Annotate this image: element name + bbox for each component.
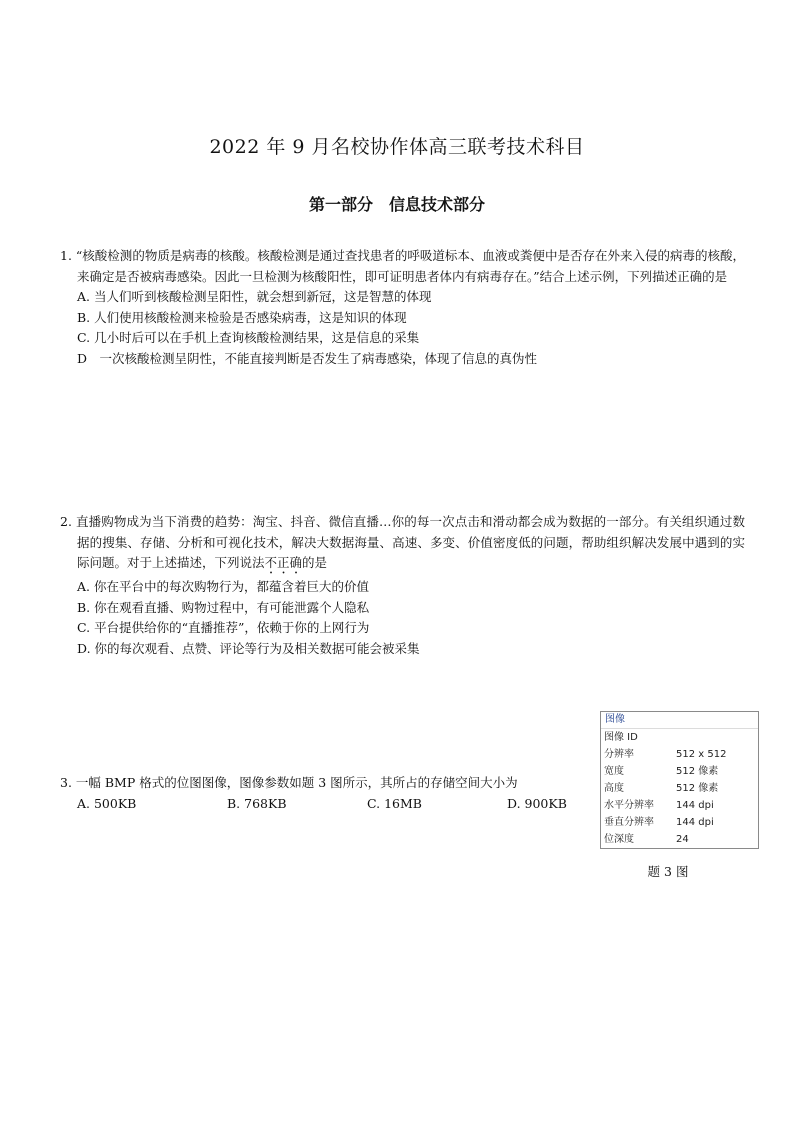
property-value: 144 dpi bbox=[676, 800, 714, 811]
image-properties-figure bbox=[600, 711, 759, 849]
question-1-stem: 1. “核酸检测的物质是病毒的核酸。核酸检测是通过查找患者的呼吸道标本、血液或粪便中是否存在外来入侵的病毒的核酸，来确定是否被病毒感染。因此一旦检测为核酸阳性，即可证明患者体内有病毒存在。”结合上述示例，下列描述正确的是 bbox=[60, 248, 745, 284]
property-row bbox=[601, 746, 758, 763]
property-key: 高度 bbox=[604, 783, 624, 794]
property-row bbox=[601, 763, 758, 780]
question-2-stem-tail: 的是 bbox=[302, 555, 328, 570]
property-row bbox=[601, 729, 758, 746]
question-2-stem-text: 2. 直播购物成为当下消费的趋势：淘宝、抖音、微信直播…你的每一次点击和滑动都会成为数据的一部分。有关组织通过数据的搜集、存储、分析和可视化技术，解决大数据海量、高速、多变、价值密度低的问题，帮助组织解决发展中遇到的实际问题。对于上述描述，下列说法 bbox=[60, 514, 745, 570]
question-1-option-b: B. 人们使用核酸检测来检验是否感染病毒，这是知识的体现 bbox=[77, 309, 407, 325]
property-row bbox=[601, 780, 758, 797]
question-1-option-d: D 一次核酸检测呈阴性，不能直接判断是否发生了病毒感染，体现了信息的真伪性 bbox=[77, 350, 538, 366]
question-3 bbox=[60, 773, 580, 814]
property-key: 位深度 bbox=[604, 834, 634, 845]
question-3-options bbox=[77, 794, 580, 815]
question-1-option-c: C. 几小时后可以在手机上查询核酸检测结果，这是信息的采集 bbox=[77, 330, 420, 345]
property-key: 宽度 bbox=[604, 766, 624, 777]
question-3-option-c: C. 16MB bbox=[367, 795, 422, 811]
property-row bbox=[601, 814, 758, 831]
property-value bbox=[676, 729, 758, 746]
question-2-option-d: D. 你的每次观看、点赞、评论等行为及相关数据可能会被采集 bbox=[77, 640, 420, 656]
section-title: 第一部分 信息技术部分 bbox=[308, 195, 485, 214]
property-row bbox=[601, 797, 758, 814]
question-2-option-c: C. 平台提供给你的“直播推荐”，依赖于你的上网行为 bbox=[77, 620, 370, 635]
property-value: 512 x 512 bbox=[676, 749, 727, 760]
figure-caption: 题 3 图 bbox=[647, 864, 689, 879]
question-2-option-a: A. 你在平台中的每次购物行为，都蕴含着巨大的价值 bbox=[77, 579, 369, 594]
properties-header: 图像 bbox=[601, 712, 758, 729]
question-2 bbox=[60, 512, 745, 659]
question-2-option-b: B. 你在观看直播、购物过程中，有可能泄露个人隐私 bbox=[77, 599, 370, 615]
question-3-option-d: D. 900KB bbox=[507, 795, 567, 811]
property-value: 144 dpi bbox=[676, 817, 714, 828]
question-3-option-b: B. 768KB bbox=[227, 795, 287, 811]
property-row bbox=[601, 831, 758, 848]
question-1 bbox=[60, 246, 745, 369]
page-title: 2022 年 9 月名校协作体高三联考技术科目 bbox=[209, 136, 585, 158]
property-key: 水平分辨率 bbox=[604, 800, 654, 811]
property-value: 512 像素 bbox=[676, 766, 719, 777]
property-key: 垂直分辨率 bbox=[604, 817, 654, 828]
property-value: 512 像素 bbox=[676, 783, 719, 794]
property-key: 图像 ID bbox=[604, 732, 638, 743]
question-3-stem: 3. 一幅 BMP 格式的位图图像，图像参数如题 3 图所示，其所占的存储空间大小为 bbox=[60, 775, 518, 790]
question-2-emphasis: 不正确 bbox=[264, 555, 303, 570]
question-2-stem bbox=[60, 512, 745, 577]
property-key: 分辨率 bbox=[604, 749, 634, 760]
property-value: 24 bbox=[676, 834, 689, 845]
question-3-option-a: A. 500KB bbox=[77, 795, 137, 811]
question-1-option-a: A. 当人们听到核酸检测呈阳性，就会想到新冠，这是智慧的体现 bbox=[77, 289, 432, 304]
